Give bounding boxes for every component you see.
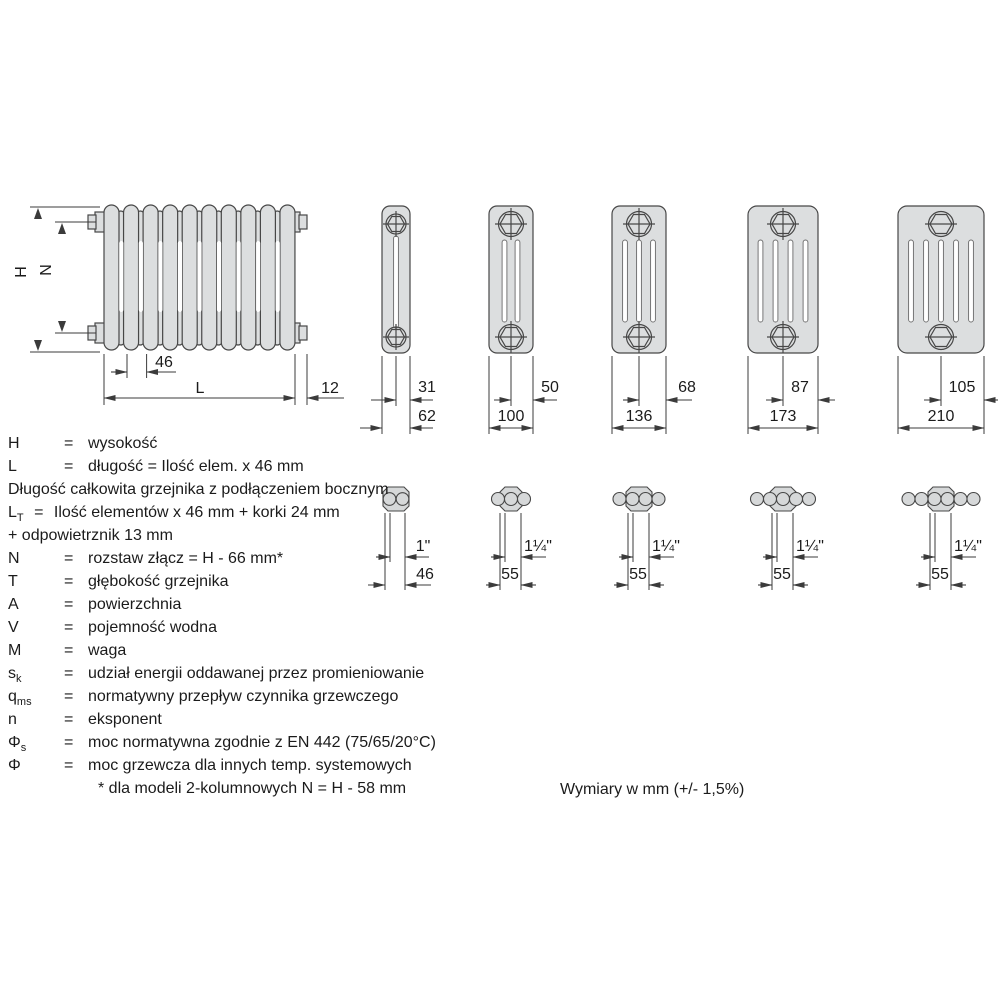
legend-row-sk: $s_k$ = udział energii oddawanej przez promieniowanie: [8, 665, 425, 686]
element-width-value: 55: [501, 566, 519, 583]
height-label: H: [13, 266, 30, 278]
topview-5-column: [751, 487, 824, 590]
element-pitch-value: 46: [155, 354, 173, 371]
element-width-value: 55: [931, 566, 949, 583]
full-depth-value: 62: [418, 408, 436, 425]
legend-row-M: M = waga: [8, 642, 127, 659]
legend-row-total-length: Długość całkowita grzejnika z podłączeniem bocznym: [8, 481, 389, 498]
section-6-column: [898, 206, 998, 434]
end-offset-value: 12: [321, 380, 339, 397]
element-width-value: 46: [416, 566, 434, 583]
legend-row-LT: $L_T$ = Ilość elementów x 46 mm + korki 24 mm: [8, 504, 340, 525]
height-dimensions: [13, 207, 100, 352]
section-5-column: [748, 206, 835, 434]
element-width-value: 55: [629, 566, 647, 583]
full-depth-value: 173: [769, 408, 797, 425]
thread-size-value: 1": [415, 538, 431, 555]
thread-size-value: 1¼": [652, 538, 680, 555]
full-depth-value: 136: [625, 408, 653, 425]
dimensions-tolerance-note: Wymiary w mm (+/- 1,5%): [560, 781, 745, 798]
front-view-drawing: [88, 205, 307, 350]
legend-row-T: T = głębokość grzejnika: [8, 573, 229, 590]
length-label: L: [195, 380, 205, 397]
half-depth-value: 105: [948, 379, 976, 396]
joint-spacing-label: N: [38, 264, 55, 276]
symbol-legend: [8, 432, 478, 800]
half-depth-value: 87: [791, 379, 809, 396]
topview-6-column: [902, 487, 982, 590]
legend-row-phi: Φ = moc grzewcza dla innych temp. systemowych: [8, 757, 412, 774]
full-depth-value: 210: [927, 408, 955, 425]
half-depth-value: 50: [541, 379, 559, 396]
half-depth-value: 68: [678, 379, 696, 396]
full-depth-value: 100: [497, 408, 525, 425]
legend-row-V: V = pojemność wodna: [8, 619, 217, 636]
thread-size-value: 1¼": [524, 538, 552, 555]
section-4-column: [612, 206, 696, 434]
legend-row-phi-s: $\Phi_s$ = moc normatywna zgodnie z EN 442 (75/65/20°C): [8, 734, 436, 755]
thread-size-value: 1¼": [954, 538, 982, 555]
half-depth-value: 31: [418, 379, 436, 396]
legend-row-n: n = eksponent: [8, 711, 162, 728]
legend-row-qms: $q_{ms}$ = normatywny przepływ czynnika grzewczego: [8, 688, 399, 709]
section-2-column: [360, 206, 436, 434]
legend-footnote-2-column: * dla modeli 2-kolumnowych N = H - 58 mm: [98, 780, 407, 797]
legend-row-N: N = rozstaw złącz = H - 66 mm*: [8, 550, 284, 567]
topview-3-column: [486, 487, 552, 590]
legend-row-H: H = wysokość: [8, 435, 158, 452]
element-width-value: 55: [773, 566, 791, 583]
thread-size-value: 1¼": [796, 538, 824, 555]
topview-4-column: [613, 487, 680, 590]
length-dimensions: [104, 354, 344, 405]
legend-row-L: L = długość = Ilość elem. x 46 mm: [8, 458, 304, 475]
legend-row-air-vent: + odpowietrznik 13 mm: [8, 527, 173, 544]
section-3-column: [489, 206, 559, 434]
legend-row-A: A = powierzchnia: [8, 596, 182, 613]
